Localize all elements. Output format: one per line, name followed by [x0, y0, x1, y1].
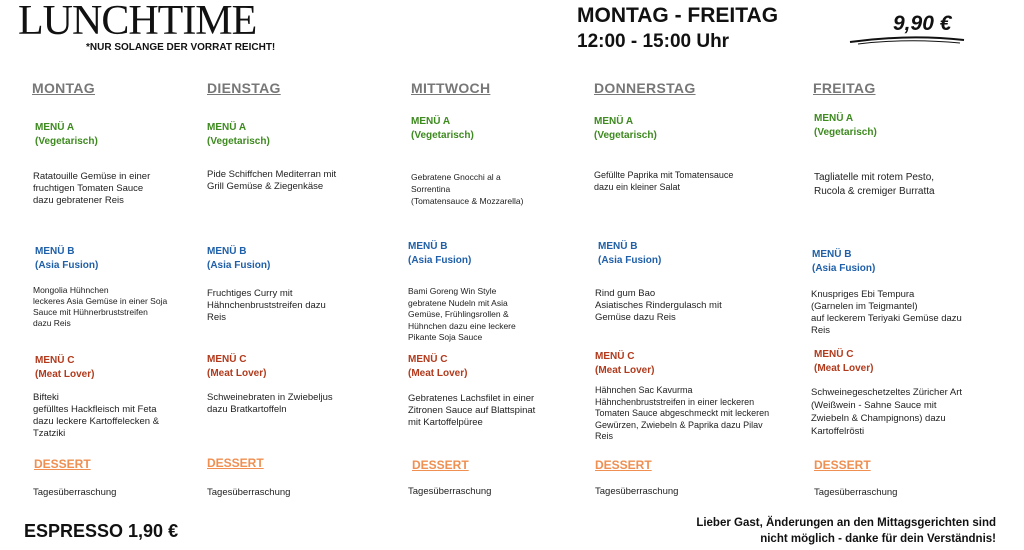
menu-c-label — [35, 354, 94, 382]
menu-b-title: MENÜ B — [207, 246, 247, 257]
menu-a-title: MENÜ A — [207, 122, 247, 133]
menu-c-label — [408, 353, 467, 381]
menu-b-category: (Asia Fusion) — [35, 260, 99, 271]
menu-a-category: (Vegetarisch) — [35, 136, 98, 147]
day-column-montag — [32, 80, 212, 500]
menu-a-category: (Vegetarisch) — [814, 127, 877, 138]
day-heading: DONNERSTAG — [594, 80, 696, 96]
menu-a-category: (Vegetarisch) — [594, 130, 657, 141]
menu-b-description: Mongolia Hühnchen leckeres Asia Gemüse in einer Soja Sauce mit Hühnerbruststreifen dazu Reis — [33, 285, 168, 328]
menu-c-category: (Meat Lover) — [814, 363, 874, 374]
menu-c-label — [595, 350, 654, 378]
menu-a-title: MENÜ A — [411, 116, 451, 127]
change-policy-note: Lieber Gast, Änderungen an den Mittagsgerichten sind nicht möglich - danke für dein Verständnis! — [696, 517, 996, 545]
menu-a-label — [814, 112, 877, 140]
availability-note: *NUR SOLANGE DER VORRAT REICHT! — [86, 42, 276, 53]
menu-a-label — [207, 121, 270, 149]
menu-b-label — [408, 240, 471, 268]
menu-b-title: MENÜ B — [598, 241, 638, 252]
dessert-label: DESSERT — [207, 456, 264, 470]
menu-c-title: MENÜ C — [595, 351, 635, 362]
menu-c-title: MENÜ C — [408, 354, 448, 365]
menu-a-description: Pide Schiffchen Mediterran mit Grill Gemüse & Ziegenkäse — [207, 169, 337, 192]
menu-c-description: Schweinebraten in Zwiebeljus dazu Bratkartoffeln — [207, 392, 333, 415]
days-range: MONTAG - FREITAG — [577, 4, 779, 27]
dessert-label: DESSERT — [412, 458, 469, 472]
menu-c-category: (Meat Lover) — [35, 369, 95, 380]
page-title: LUNCHTIME — [18, 0, 257, 44]
lunch-price: 9,90 € — [893, 12, 952, 35]
menu-a-label — [594, 115, 657, 143]
menu-c-title: MENÜ C — [35, 355, 75, 366]
price-underline-swoosh — [848, 32, 968, 46]
dessert-description: Tagesüberraschung — [595, 486, 679, 497]
menu-a-description: Gefüllte Paprika mit Tomatensauce dazu ein kleiner Salat — [594, 170, 734, 192]
menu-a-title: MENÜ A — [814, 113, 854, 124]
dessert-description: Tagesüberraschung — [814, 487, 898, 498]
menu-b-label — [598, 240, 661, 268]
menu-b-category: (Asia Fusion) — [408, 255, 472, 266]
menu-b-title: MENÜ B — [35, 246, 75, 257]
menu-a-label — [411, 115, 474, 143]
menu-a-description: Gebratene Gnocchi al a Sorrentina (Tomatensauce & Mozzarella) — [411, 172, 524, 206]
day-column-freitag — [813, 80, 1008, 500]
day-column-dienstag — [207, 80, 387, 500]
dessert-label: DESSERT — [814, 458, 871, 472]
menu-a-category: (Vegetarisch) — [411, 130, 474, 141]
menu-c-description: Hähnchen Sac Kavurma Hähnchenbruststreifen in einer leckeren Tomaten Sauce abgeschmeckt mit leckeren Gewürzen, Zwiebeln & Paprika dazu Pilav Reis — [595, 385, 770, 441]
menu-a-description: Tagliatelle mit rotem Pesto, Rucola & cremiger Burratta — [814, 172, 935, 197]
menu-c-category: (Meat Lover) — [207, 368, 267, 379]
dessert-label: DESSERT — [34, 457, 91, 471]
day-heading: FREITAG — [813, 80, 876, 96]
menu-c-description: Bifteki gefülltes Hackfleisch mit Feta dazu leckere Kartoffelecken & Tzatziki — [33, 392, 160, 439]
menu-b-label — [207, 245, 270, 273]
dessert-label: DESSERT — [595, 458, 652, 472]
menu-b-label — [812, 248, 875, 276]
menu-a-title: MENÜ A — [35, 122, 75, 133]
dessert-description: Tagesüberraschung — [33, 487, 117, 498]
menu-a-description: Ratatouille Gemüse in einer fruchtigen Tomaten Sauce dazu gebratener Reis — [33, 171, 151, 206]
menu-c-description: Gebratenes Lachsfilet in einer Zitronen Sauce auf Blattspinat mit Kartoffelpüree — [408, 393, 536, 428]
espresso-price: ESPRESSO 1,90 € — [24, 521, 179, 541]
day-heading: MITTWOCH — [411, 80, 491, 96]
menu-b-title: MENÜ B — [812, 249, 852, 260]
menu-b-title: MENÜ B — [408, 241, 448, 252]
menu-b-description: Knuspriges Ebi Tempura (Garnelen im Teigmantel) auf leckerem Teriyaki Gemüse dazu Reis — [811, 289, 962, 336]
menu-c-title: MENÜ C — [814, 349, 854, 360]
menu-b-description: Fruchtiges Curry mit Hähnchenbruststreifen dazu Reis — [207, 288, 326, 323]
menu-b-label — [35, 245, 98, 273]
menu-c-category: (Meat Lover) — [595, 365, 655, 376]
menu-a-category: (Vegetarisch) — [207, 136, 270, 147]
menu-c-label — [814, 348, 873, 376]
menu-c-category: (Meat Lover) — [408, 368, 468, 379]
day-heading: DIENSTAG — [207, 80, 281, 96]
menu-a-label — [35, 121, 98, 149]
menu-b-category: (Asia Fusion) — [207, 260, 271, 271]
day-heading: MONTAG — [32, 80, 95, 96]
menu-b-description: Bami Goreng Win Style gebratene Nudeln mit Asia Gemüse, Frühlingsrollen & Hühnchen dazu eine leckere Pikante Soja Sauce — [408, 286, 516, 342]
menu-c-description: Schweinegeschetzeltes Züricher Art (Weißwein - Sahne Sauce mit Zwiebeln & Champignons) dazu Kartoffelrösti — [811, 387, 963, 437]
menu-b-description: Rind gum Bao Asiatisches Rindergulasch mit Gemüse dazu Reis — [595, 288, 722, 323]
dessert-description: Tagesüberraschung — [207, 487, 291, 498]
opening-hours: 12:00 - 15:00 Uhr — [577, 31, 730, 52]
day-column-mittwoch — [408, 80, 591, 500]
menu-b-category: (Asia Fusion) — [598, 255, 662, 266]
menu-c-title: MENÜ C — [207, 354, 247, 365]
menu-c-label — [207, 353, 266, 381]
menu-b-category: (Asia Fusion) — [812, 263, 876, 274]
menu-a-title: MENÜ A — [594, 116, 634, 127]
dessert-description: Tagesüberraschung — [408, 486, 492, 497]
day-column-donnerstag — [594, 80, 794, 500]
